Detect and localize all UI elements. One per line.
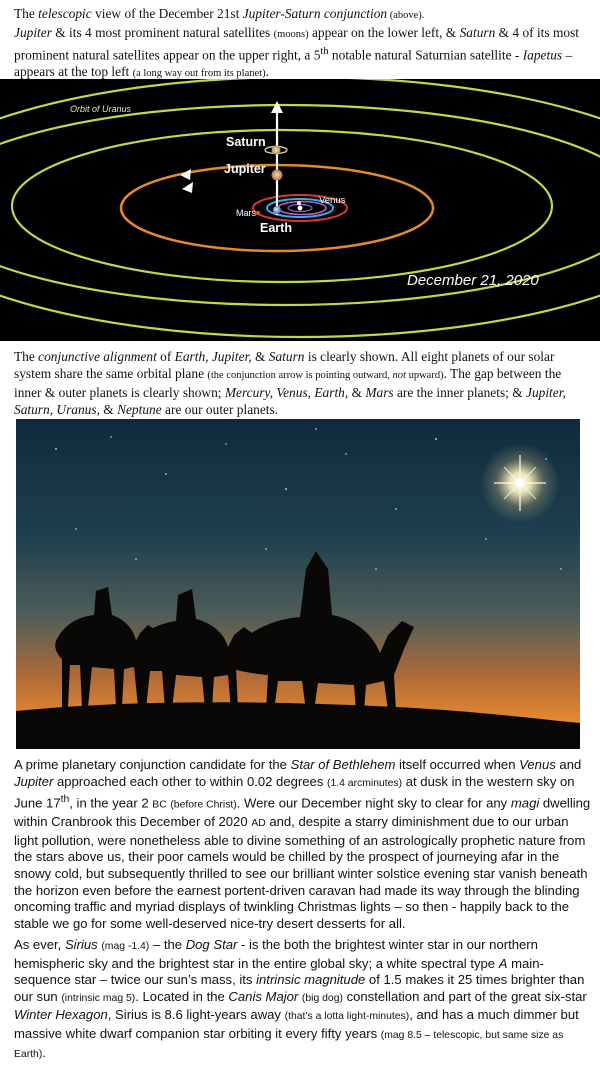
jupiter-icon	[272, 170, 283, 181]
text: & its 4 most prominent natural satellites	[51, 25, 274, 40]
text: (moons)	[273, 29, 309, 40]
orbit-direction-arrow-icon	[180, 169, 191, 180]
text: dwelling within Cranbrook this December of 2020	[14, 795, 591, 830]
solar-system-diagram	[0, 79, 600, 341]
star-dot	[485, 538, 486, 539]
text: . Located in the	[135, 988, 229, 1004]
text: conjunctive alignment	[38, 349, 157, 364]
conjunction-arrow-head-icon	[271, 101, 283, 113]
text: of 1.5 makes it 25 times brighter than our sun	[14, 972, 585, 1004]
star-dot	[165, 473, 167, 475]
text: notable natural Saturnian satellite -	[328, 47, 523, 63]
text: - is the both the brightest winter star in our northern hemispheric sky and the brightest star in the entire global sky; a white spectral type	[14, 937, 538, 971]
saturn-label: Saturn	[226, 135, 266, 149]
text: Jupiter	[14, 773, 54, 789]
sirius-paragraph	[14, 937, 592, 1063]
star-dot	[285, 488, 287, 490]
text: . The gap between the inner & outer planets is clearly shown;	[14, 366, 562, 400]
text: (above).	[387, 10, 425, 21]
bethlehem-paragraph	[14, 757, 592, 932]
text: &	[251, 349, 269, 364]
orbit-direction-arrow-icon	[182, 182, 193, 193]
text: are our outer planets.	[161, 402, 279, 417]
text: (big dog)	[301, 992, 343, 1004]
text: Winter Hexagon	[14, 1007, 108, 1023]
text: of	[156, 349, 175, 364]
text: Sirius	[64, 937, 98, 952]
text: &	[99, 402, 118, 417]
intro-paragraph	[14, 5, 588, 82]
text: (intrinsic mag 5)	[61, 992, 136, 1004]
text: (before Christ)	[170, 799, 237, 811]
text: (mag -1.4)	[101, 941, 150, 952]
text: AD	[251, 818, 266, 830]
text: Venus	[519, 757, 556, 772]
earth-icon	[273, 206, 281, 214]
text: Earth, Jupiter,	[174, 349, 252, 364]
alignment-paragraph	[14, 348, 588, 418]
text: approached each other to within 0.02 degrees	[53, 773, 328, 789]
text: Saturn	[459, 25, 496, 40]
text: – appears at the top left	[14, 47, 573, 80]
text: .	[42, 1044, 46, 1060]
sun-icon	[298, 206, 303, 211]
text: & 4 of its most prominent natural satellites appear on the upper right, a 5	[14, 25, 579, 63]
diagram-date: December 21, 2020	[407, 272, 539, 289]
star-of-bethlehem-image	[16, 419, 580, 749]
star-dot	[135, 558, 137, 560]
text: upward)	[405, 370, 444, 381]
star-scene-svg	[16, 419, 580, 749]
solar-system-svg	[0, 79, 600, 341]
text: Canis Major	[228, 988, 299, 1004]
text: Saturn	[268, 349, 305, 364]
text: . Were our December night sky to clear for any	[236, 795, 511, 811]
text: Jupiter	[14, 25, 52, 40]
text: are the inner planets; &	[393, 385, 526, 400]
text: view of the December 21st	[91, 6, 243, 21]
bright-star-core	[516, 479, 524, 487]
text: th	[60, 794, 70, 806]
text: magi	[510, 795, 540, 811]
text: telescopic	[38, 6, 92, 21]
text: As ever,	[14, 937, 65, 952]
text: Dog Star	[185, 937, 238, 952]
text: constellation and part of the great six-star	[342, 988, 587, 1004]
text: – the	[149, 937, 186, 952]
text: BC	[152, 799, 167, 811]
text: th	[320, 46, 329, 57]
star-dot	[395, 508, 397, 510]
text: The	[14, 6, 39, 21]
star-dot	[265, 548, 266, 549]
text: (mag 8.5 – telescopic, but same size as Earth)	[14, 1029, 564, 1060]
earth-label: Earth	[260, 221, 292, 235]
star-dot	[315, 428, 317, 430]
text: at dusk in the western sky on June 17	[14, 773, 575, 811]
text: Iapetus	[522, 47, 563, 63]
text: .	[265, 64, 269, 80]
star-dot	[345, 453, 346, 454]
text: itself occurred when	[395, 757, 520, 772]
text: The	[14, 349, 39, 364]
star-dot	[75, 528, 76, 529]
text: Jupiter-Saturn conjunction	[242, 6, 388, 21]
text: , Sirius is 8.6 light-years away	[107, 1007, 285, 1023]
text: A	[498, 955, 508, 971]
text: A prime planetary conjunction candidate for the	[14, 757, 291, 772]
text: main-sequence star – twice our sun’s mass, its	[14, 955, 544, 988]
uranus-orbit-label: Orbit of Uranus	[70, 104, 132, 114]
text: Mars	[365, 385, 394, 400]
star-dot	[435, 438, 437, 440]
star-dot	[560, 568, 561, 569]
star-dot	[55, 448, 57, 450]
text: (that’s a lotta light-minutes)	[284, 1011, 410, 1023]
text: Mercury, Venus, Earth,	[224, 385, 349, 400]
star-dot	[110, 436, 111, 437]
text: and	[555, 757, 582, 772]
text: and, despite a starry diminishment due to our urban light pollution, were nonetheless able to divine something of an astrologically prophetic nature from the stars above us, their poor camels would be chilled by the prospect of journeying afar in the snowy cold, but subsequently thrilled to see our brilliant winter solstice evening star vanish beneath the horizon even before the earnest portent-driven caravan had made its way through the blinding oncoming traffic and myriad displays of twinkling Christmas lights – so then - happily back to the stable we go for some well-deserved nice-try desert desserts for all.	[14, 814, 588, 931]
text: (1.4 arcminutes)	[327, 777, 403, 789]
text: appear on the lower left, &	[308, 25, 460, 40]
text: is clearly shown. All eight planets of our solar system share the same orbital plane	[14, 349, 555, 381]
star-dot	[375, 568, 376, 569]
text: (a long way out from its planet)	[132, 68, 266, 80]
venus-label: Venus	[319, 195, 346, 206]
saturn-icon	[272, 146, 281, 155]
text: , in the year 2	[69, 795, 153, 811]
text: Jupiter, Saturn, Uranus,	[14, 385, 566, 417]
text: , and has a much dimmer but massive white dwarf companion star orbiting it every fifty years	[14, 1007, 579, 1041]
venus-icon	[297, 201, 301, 205]
text: Neptune	[117, 402, 162, 417]
jupiter-label: Jupiter	[224, 162, 266, 176]
star-dot	[225, 443, 226, 444]
text: &	[348, 385, 366, 400]
text: Star of Bethlehem	[290, 757, 396, 772]
mars-icon	[256, 211, 260, 215]
text: intrinsic magnitude	[256, 972, 366, 988]
text: (the conjunction arrow is pointing outward,	[207, 370, 393, 381]
mars-label: Mars	[236, 208, 256, 218]
text: not	[392, 370, 406, 381]
